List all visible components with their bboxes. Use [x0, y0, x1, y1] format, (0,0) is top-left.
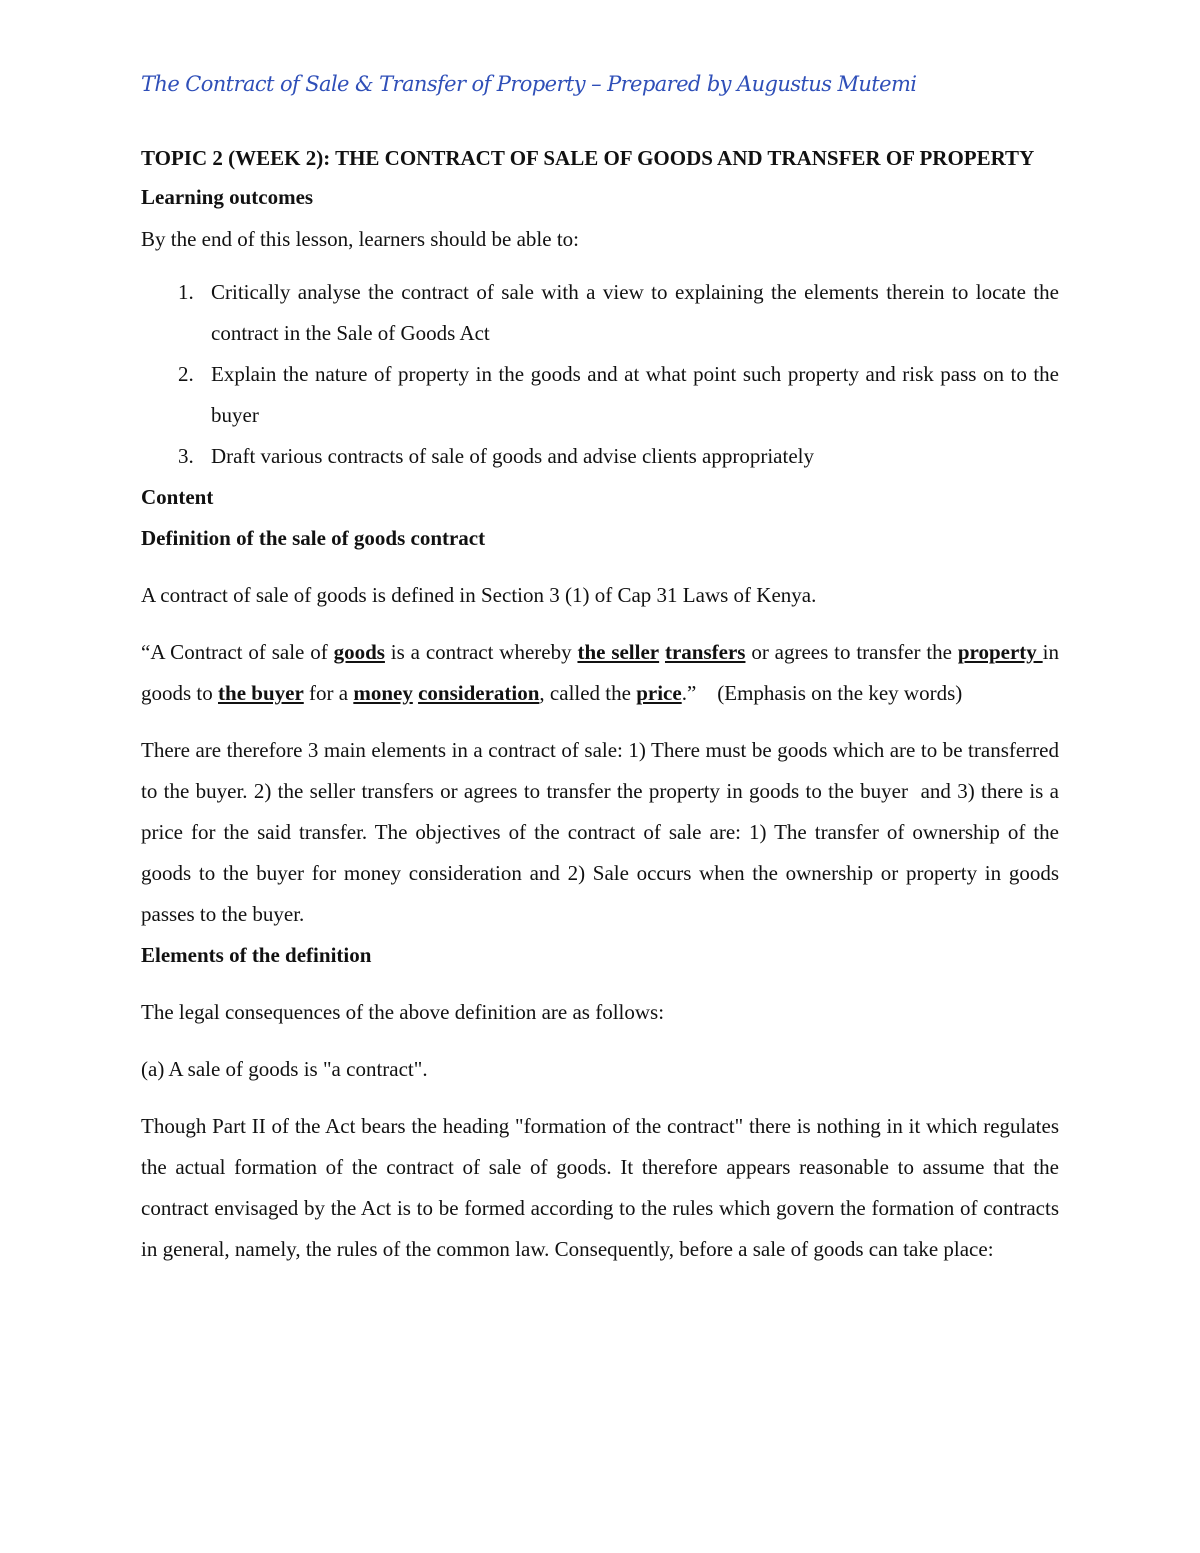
elements-heading: Elements of the definition [141, 943, 372, 967]
quote-text: “A Contract of sale of [141, 640, 334, 664]
list-item [141, 436, 1059, 477]
quote-keyword-transfers: transfers [664, 640, 746, 664]
quote-text: .” (Emphasis on the key words) [681, 681, 963, 705]
quote-text: in goods to [141, 640, 1059, 705]
list-item-text: Draft various contracts of sale of goods and advise clients appropriately [211, 444, 814, 468]
list-item-text: Critically analyse the contract of sale with a view to explaining the elements therein to locate the contract in the Sale of Goods Act [211, 280, 1059, 345]
quote-keyword-seller: the seller [577, 640, 660, 664]
list-item-number: 3. [178, 444, 194, 468]
learning-outcomes-heading: Learning outcomes [141, 185, 314, 209]
quote-text: or agrees to transfer the [745, 640, 958, 664]
running-header: The Contract of Sale & Transfer of Property – Prepared by Augustus Mutemi [141, 72, 917, 96]
point-a-paragraph: (a) A sale of goods is "a contract". [141, 1057, 428, 1081]
list-item-number: 1. [178, 280, 194, 304]
quote-text: is a contract whereby [384, 640, 578, 664]
definition-paragraph: A contract of sale of goods is defined in Section 3 (1) of Cap 31 Laws of Kenya. [141, 583, 817, 607]
quote-keyword-consideration: consideration [418, 681, 540, 705]
document-title: TOPIC 2 (WEEK 2): THE CONTRACT OF SALE OF GOODS AND TRANSFER OF PROPERTY [141, 146, 1035, 170]
quote-keyword-price: price [636, 681, 682, 705]
quote-keyword-money: money [353, 681, 413, 705]
definition-quote [141, 632, 1059, 714]
learning-outcomes-intro: By the end of this lesson, learners should be able to: [141, 227, 579, 251]
quote-text: for a [303, 681, 354, 705]
document-body [141, 138, 1065, 1270]
quote-keyword-goods: goods [333, 640, 385, 664]
content-heading: Content [141, 485, 214, 509]
quote-keyword-property: property [957, 640, 1043, 664]
list-item [141, 354, 1059, 436]
list-item-text: Explain the nature of property in the goods and at what point such property and risk pass on to the buyer [211, 362, 1059, 427]
consequences-paragraph: The legal consequences of the above definition are as follows: [141, 1000, 665, 1024]
learning-outcomes-list [141, 272, 1059, 477]
list-item-number: 2. [178, 362, 194, 386]
quote-text: , called the [539, 681, 637, 705]
part-ii-paragraph: Though Part II of the Act bears the heading "formation of the contract" there is nothing in it which regulates the actual formation of the contract of sale of goods. It therefore appears reasonable to assume that the contract envisaged by the Act is to be formed according to the rules which govern the formation of contracts in general, namely, the rules of the common law. Consequently, before a sale of goods can take place: [141, 1114, 1059, 1261]
quote-keyword-buyer: the buyer [218, 681, 304, 705]
definition-heading: Definition of the sale of goods contract [141, 526, 486, 550]
list-item [141, 272, 1059, 354]
elements-paragraph: There are therefore 3 main elements in a contract of sale: 1) There must be goods which are to be transferred to the buyer. 2) the seller transfers or agrees to transfer the property in goods to the buyer and 3) there is a price for the said transfer. The objectives of the contract of sale are: 1) The transfer of ownership of the goods to the buyer for money consideration and 2) Sale occurs when the ownership or property in goods passes to the buyer. [141, 738, 1065, 926]
